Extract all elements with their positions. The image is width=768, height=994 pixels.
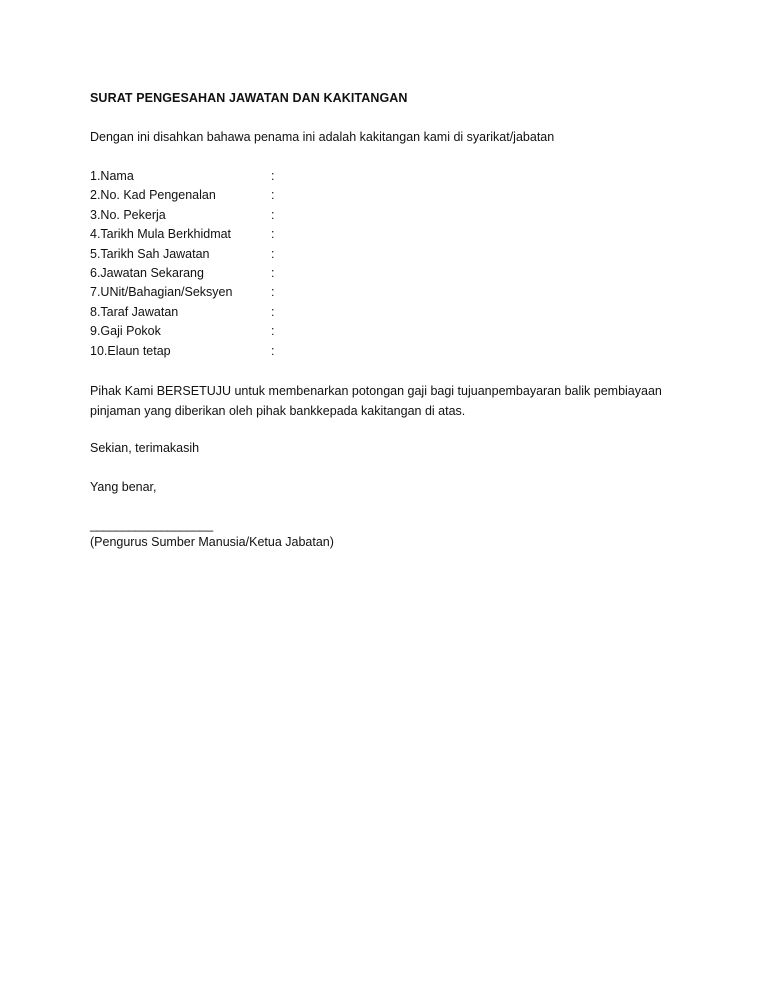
field-row-taraf-jawatan <box>90 304 690 323</box>
field-colon: : <box>271 343 275 358</box>
field-colon: : <box>271 227 275 242</box>
field-row-elaun-tetap <box>90 343 690 362</box>
statement-line-2: pinjaman yang diberikan oleh pihak bankkepada kakitangan di atas. <box>90 403 466 418</box>
field-list <box>90 168 690 362</box>
field-label: 6.Jawatan Sekarang <box>90 265 204 280</box>
field-label: 2.No. Kad Pengenalan <box>90 188 216 203</box>
statement-line-1: Pihak Kami BERSETUJU untuk membenarkan potongan gaji bagi tujuanpembayaran balik pembiayaan <box>90 383 662 398</box>
field-row-nama <box>90 168 690 187</box>
field-label: 4.Tarikh Mula Berkhidmat <box>90 227 232 242</box>
field-row-kad-pengenalan <box>90 187 690 206</box>
field-row-unit <box>90 284 690 303</box>
consent-statement <box>90 381 690 421</box>
field-label: 1.Nama <box>90 169 134 183</box>
field-colon: : <box>271 169 275 183</box>
field-label: 5.Tarikh Sah Jawatan <box>90 246 210 261</box>
field-colon: : <box>271 285 275 300</box>
field-row-tarikh-mula <box>90 226 690 245</box>
field-colon: : <box>271 188 275 203</box>
field-row-no-pekerja <box>90 207 690 226</box>
signature-line: ___________________ <box>90 517 213 532</box>
field-colon: : <box>271 246 275 261</box>
field-row-tarikh-sah <box>90 246 690 265</box>
field-colon: : <box>271 304 275 319</box>
field-label: 3.No. Pekerja <box>90 207 166 222</box>
field-row-gaji-pokok <box>90 323 690 342</box>
letter-title: SURAT PENGESAHAN JAWATAN DAN KAKITANGAN <box>90 91 408 105</box>
field-label: 8.Taraf Jawatan <box>90 304 179 319</box>
closing-text: Sekian, terimakasih <box>90 440 200 455</box>
letter-page <box>90 90 690 551</box>
intro-text: Dengan ini disahkan bahawa penama ini adalah kakitangan kami di syarikat/jabatan <box>90 130 555 144</box>
field-colon: : <box>271 324 275 339</box>
field-label: 9.Gaji Pokok <box>90 324 161 339</box>
signer-title: (Pengurus Sumber Manusia/Ketua Jabatan) <box>90 534 334 549</box>
field-label: 7.UNit/Bahagian/Seksyen <box>90 285 233 300</box>
regards-text: Yang benar, <box>90 479 157 494</box>
field-colon: : <box>271 207 275 222</box>
field-row-jawatan-sekarang <box>90 265 690 284</box>
field-colon: : <box>271 265 275 280</box>
field-label: 10.Elaun tetap <box>90 343 171 358</box>
